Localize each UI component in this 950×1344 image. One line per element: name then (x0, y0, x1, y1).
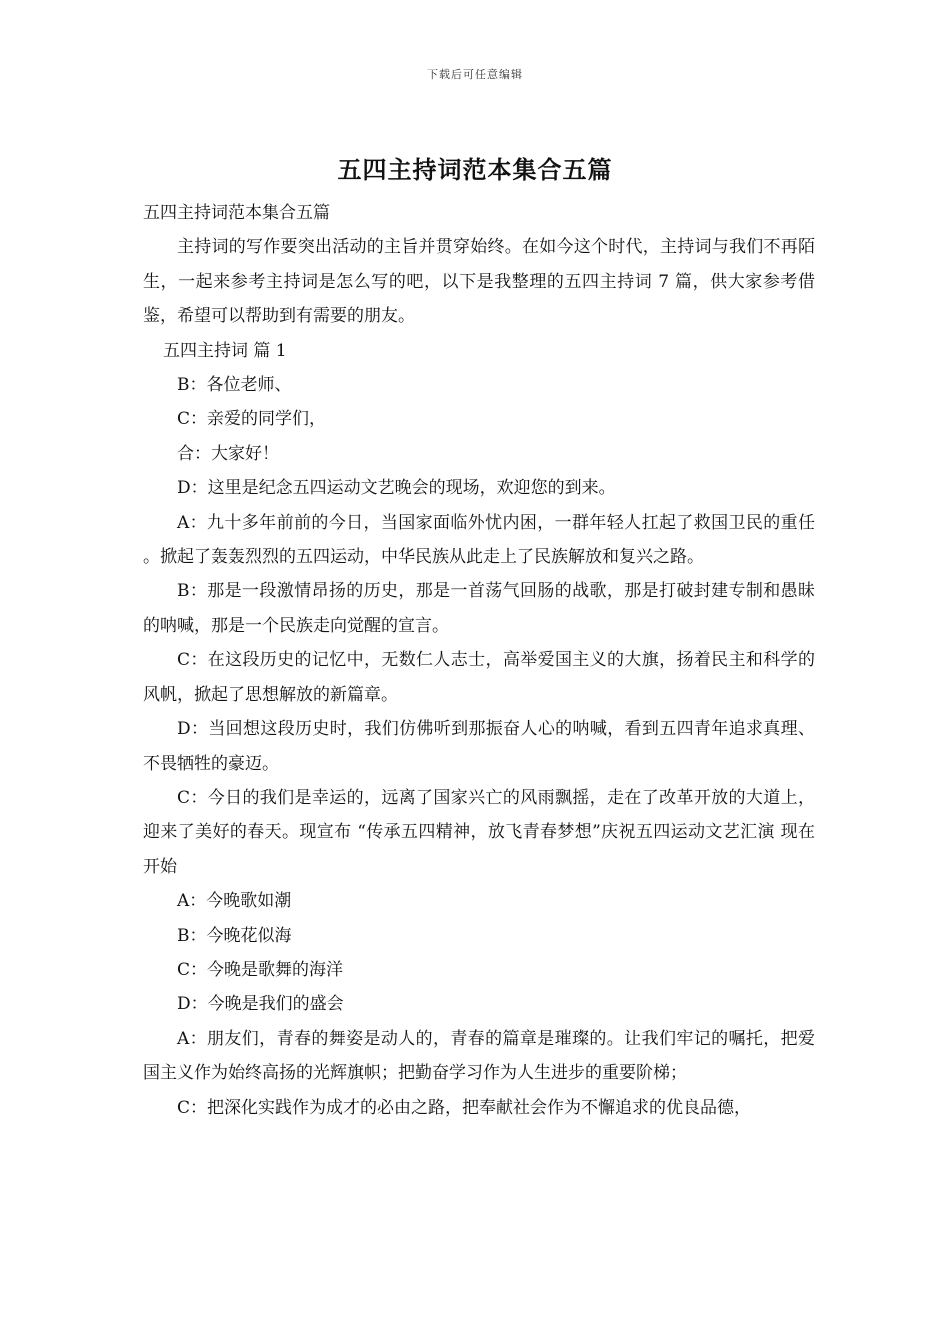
dialogue-line: C：在这段历史的记忆中，无数仁人志士，高举爱国主义的大旗，扬着民主和科学的风帆，掀起了思想解放的新篇章。 (143, 650, 815, 705)
document-body (143, 196, 815, 1125)
dialogue-line: C：今日的我们是幸运的，远离了国家兴亡的风雨飘摇，走在了改革开放的大道上，迎来了美好的春天。现宣布 “传承五四精神，放飞青春梦想”庆祝五四运动文艺汇演 现在开始 (143, 787, 815, 877)
dialogue-line: C：亲爱的同学们， (177, 409, 327, 430)
dialogue-line: D：当回想这段历史时，我们仿佛听到那振奋人心的呐喊，看到五四青年追求真理、不畏牺牲的豪迈。 (143, 719, 815, 774)
dialogue-line: B：那是一段激情昂扬的历史，那是一首荡气回肠的战歌，那是打破封建专制和愚昧的呐喊，那是一个民族走向觉醒的宣言。 (143, 581, 815, 636)
dialogue-line: C：今晚是歌舞的海洋 (177, 959, 344, 980)
dialogue-line: B：今晚花似海 (177, 925, 292, 946)
dialogue-line: B：各位老师、 (177, 375, 292, 396)
dialogue-line: D：今晚是我们的盛会 (177, 994, 344, 1015)
dialogue-line: C：把深化实践作为成才的必由之路，把奉献社会作为不懈追求的优良品德， (177, 1097, 752, 1118)
dialogue-line: 合：大家好！ (177, 443, 279, 464)
document-title: 五四主持词范本集合五篇 (337, 155, 613, 184)
subtitle-paragraph: 五四主持词范本集合五篇 (143, 203, 330, 223)
dialogue-line: A：今晚歌如潮 (177, 891, 292, 912)
dialogue-line: A：九十多年前前的今日，当国家面临外忧内困，一群年轻人扛起了救国卫民的重任 。掀起了轰轰烈烈的五四运动，中华民族从此走上了民族解放和复兴之路。 (143, 512, 815, 568)
intro-paragraph: 主持词的写作要突出活动的主旨并贯穿始终。在如今这个时代，主持词与我们不再陌生，一起来参考主持词是怎么写的吧，以下是我整理的五四主持词 7 篇，供大家参考借鉴，希望可以帮助到有需要的朋友。 (143, 237, 815, 327)
section-heading: 五四主持词 篇 1 (163, 340, 287, 361)
dialogue-line: D：这里是纪念五四运动文艺晚会的现场，欢迎您的到来。 (177, 478, 616, 499)
dialogue-line: A：朋友们，青春的舞姿是动人的，青春的篇章是璀璨的。让我们牢记的嘱托，把爱国主义作为始终高扬的光辉旗帜；把勤奋学习作为人生进步的重要阶梯； (143, 1028, 815, 1084)
page-header: 下载后可任意编辑 (427, 68, 523, 81)
